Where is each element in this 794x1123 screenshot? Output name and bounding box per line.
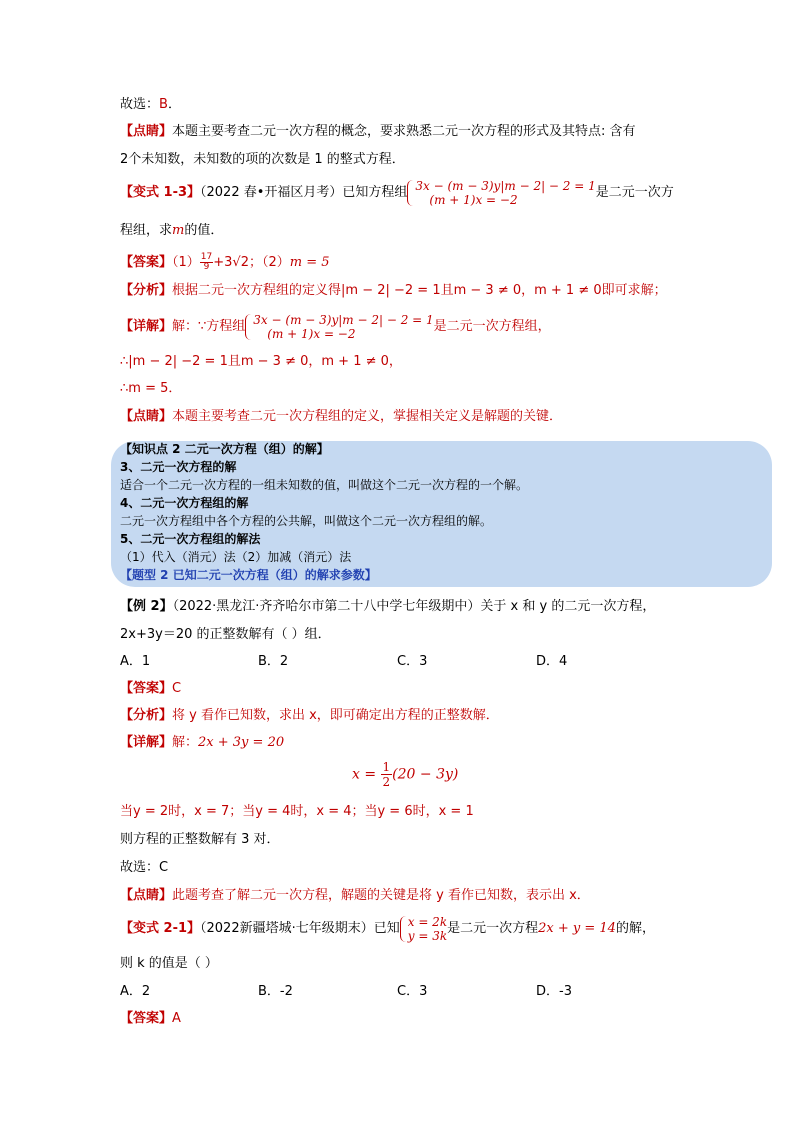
solution-count (120, 831, 280, 849)
equation: 2x + 3y = 20 (198, 735, 285, 750)
comment-line-2 (120, 408, 562, 426)
solution-cases (120, 803, 474, 821)
knowledge-text-5: （1）代入（消元）法（2）加减（消元）法 (120, 550, 352, 564)
answer-tag: 【答案】 (120, 255, 173, 270)
equation-2: (m + 1)x = −2 (267, 326, 356, 341)
detail-tag: 【详解】 (120, 319, 173, 334)
selection-text: 故选：C (120, 860, 169, 875)
centered-equation (352, 760, 458, 789)
answer-value: A (172, 1011, 181, 1026)
fraction (200, 253, 213, 272)
comment-text-cont: 2个未知数，未知数的项的次数是 1 的整式方程． (120, 152, 405, 167)
detail-line (120, 312, 551, 342)
option-d: D．-3 (536, 984, 572, 999)
knowledge-text-4: 二元一次方程组中各个方程的公共解，叫做这个二元一次方程组的解。 (120, 514, 493, 528)
variant-text: 是二元一次方 (595, 185, 674, 200)
analysis-tag: 【分析】 (120, 708, 173, 723)
equation-1: 3x − (m − 3)y|m − 2| − 2 = 1 (253, 312, 434, 327)
example-2-answer (120, 680, 181, 698)
equation-1: 3x − (m − 3)y|m − 2| − 2 = 1 (415, 178, 596, 193)
knowledge-title: 【知识点 2 二元一次方程（组）的解】 (120, 442, 329, 456)
fraction-numerator: 17 (200, 252, 213, 262)
variant-text: 是二元一次方程 (447, 921, 539, 936)
question-type-heading: 【题型 2 已知二元一次方程（组）的解求参数】 (120, 568, 377, 582)
equation-2: y = 3k (407, 928, 448, 943)
variant-2-1-cont (120, 955, 218, 973)
detail-step-2 (120, 380, 181, 398)
variant-source: （2022新疆塔城·七年级期末）已知 (200, 921, 400, 936)
example-tag: 【例 2】 (120, 599, 173, 614)
comment-text: 本题主要考查二元一次方程组的定义，掌握相关定义是解题的关键． (172, 409, 563, 424)
comment-text: 此题考查了解二元一次方程，解题的关键是将 y 看作已知数，表示出 x． (172, 888, 590, 903)
variant-end: 的解， (615, 921, 655, 936)
text: 则 k 的值是（ ） (120, 956, 218, 971)
equation-system (407, 179, 595, 207)
step-text: ∴|m − 2| −2 = 1且m − 3 ≠ 0，m + 1 ≠ 0， (120, 354, 402, 369)
example-2-comment (120, 887, 590, 905)
fraction-denominator: 9 (203, 262, 210, 272)
option-a: A．2 (120, 984, 151, 999)
answer-part2: m = 5 (289, 255, 330, 270)
comment-tag: 【点睛】 (120, 888, 173, 903)
equation-1: x = 2k (407, 914, 448, 929)
punct: ． (167, 97, 181, 112)
text: 程组，求 (120, 223, 173, 238)
comment-line-cont (120, 151, 405, 169)
variant-2-1-answer (120, 1010, 181, 1028)
answer-value: B (159, 97, 168, 112)
variant-1-3-cont (120, 222, 223, 240)
equation: 2x + y = 14 (538, 921, 616, 936)
fraction-numerator: 1 (382, 760, 391, 774)
answer-value: C (172, 681, 182, 696)
analysis-text: 将 y 看作已知数，求出 x，即可确定出方程的正整数解． (172, 708, 499, 723)
equation-lhs: x = (352, 766, 377, 783)
equation-rhs: (20 − 3y) (392, 766, 459, 783)
equation-system (245, 313, 433, 341)
option-c: C．3 (397, 654, 428, 669)
answer-choice-line (120, 96, 181, 114)
analysis-text: 根据二元一次方程组的定义得|m − 2| −2 = 1且m − 3 ≠ 0，m + 1 ≠ 0即可求解； (172, 283, 667, 298)
variant-tag: 【变式 1-3】 (120, 185, 201, 200)
detail-prefix: 解： (172, 735, 199, 750)
example-text: （2022·黑龙江·齐齐哈尔市第二十八中学七年级期中）关于 x 和 y 的二元一次方程， (172, 599, 656, 614)
comment-tag: 【点睛】 (120, 124, 173, 139)
option-a: A．1 (120, 654, 151, 669)
variable: m (172, 223, 185, 238)
knowledge-heading-3: 3、二元一次方程的解 (120, 460, 237, 474)
comment-text: 本题主要考查二元一次方程的概念，要求熟悉二元一次方程的形式及其特点: 含有 (172, 124, 636, 139)
answer-tag: 【答案】 (120, 681, 173, 696)
knowledge-heading-4: 4、二元一次方程组的解 (120, 496, 249, 510)
example-2-selection (120, 859, 168, 877)
example-2-question (120, 598, 655, 616)
detail-step-1 (120, 353, 402, 371)
analysis-line (120, 282, 667, 300)
label: 故选： (120, 97, 160, 112)
variant-tag: 【变式 2-1】 (120, 921, 201, 936)
answer-tag: 【答案】 (120, 1011, 173, 1026)
option-b: B．2 (258, 654, 289, 669)
equation-system (400, 915, 447, 943)
variant-source: （2022 春•开福区月考）已知方程组 (200, 185, 408, 200)
fraction-denominator: 2 (382, 775, 391, 789)
equation-2: (m + 1)x = −2 (429, 192, 518, 207)
variant-1-3-question (120, 178, 674, 208)
variant-2-1-question (120, 914, 655, 944)
answer-part1-label: （1） (172, 255, 200, 270)
detail-after: 是二元一次方程组， (433, 319, 551, 334)
example-2-question-cont (120, 626, 331, 644)
count-text: 则方程的正整数解有 3 对． (120, 832, 280, 847)
knowledge-heading-5: 5、二元一次方程组的解法 (120, 532, 261, 546)
knowledge-text-3: 适合一个二元一次方程的一组未知数的值，叫做这个二元一次方程的一个解。 (120, 478, 529, 492)
example-2-detail (120, 734, 284, 752)
option-c: C．3 (397, 984, 428, 999)
detail-text: 解：∵方程组 (172, 319, 246, 334)
option-d: D．4 (536, 654, 568, 669)
example-2-analysis (120, 707, 499, 725)
comment-line (120, 123, 636, 141)
cases-text: 当y = 2时，x = 7；当y = 4时，x = 4；当y = 6时，x = 1 (120, 804, 474, 819)
analysis-tag: 【分析】 (120, 283, 173, 298)
detail-tag: 【详解】 (120, 735, 173, 750)
answer-part2-label: （2） (261, 255, 290, 270)
fraction (381, 760, 393, 789)
answer-line (120, 251, 330, 275)
comment-tag: 【点睛】 (120, 409, 173, 424)
step-text: ∴m = 5． (120, 381, 182, 396)
example-text-cont: 2x+3y＝20 的正整数解有（ ）组． (120, 627, 331, 642)
text-end: 的值． (184, 223, 224, 238)
answer-part1: +3√2； (213, 255, 262, 270)
option-b: B．-2 (258, 984, 293, 999)
